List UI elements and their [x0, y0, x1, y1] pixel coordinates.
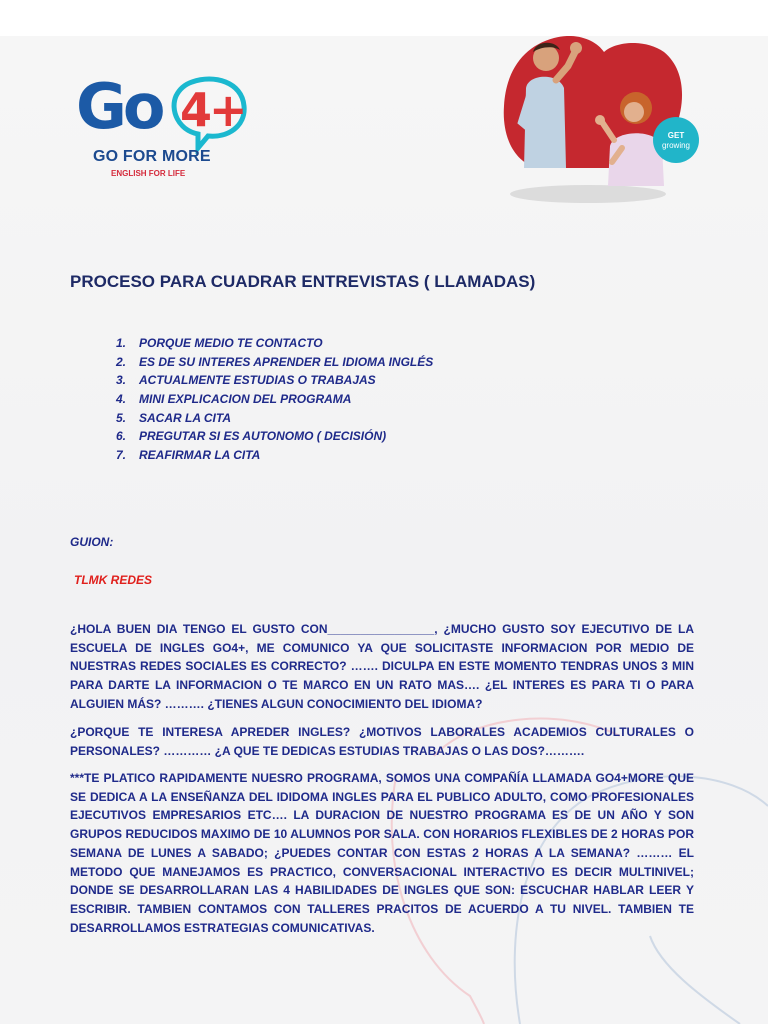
page-title: PROCESO PARA CUADRAR ENTREVISTAS ( LLAMADAS) [70, 272, 536, 291]
list-item: 3. ACTUALMENTE ESTUDIAS O TRABAJAS [116, 373, 376, 388]
badge-text-growing: growing [661, 141, 691, 150]
list-item: 6. PREGUTAR SI ES AUTONOMO ( DECISIÓN) [116, 429, 387, 444]
document-page [0, 36, 768, 1024]
script-paragraph-program: ***TE PLATICO RAPIDAMENTE NUESRO PROGRAMA, SOMOS UNA COMPAÑÍA LLAMADA GO4+MORE QUE SE DEDICA A LA ENSEÑANZA DEL IDIDOMA INGLES PARA EL PUBLICO ADULTO, COMO PROFESIONALES EJECUTIVOS EMPRESARIOS ETC…. LA DURACION DE NUESTRO PROGRAMA ES DE UN AÑO Y SON GRUPOS REDUCIDOS MAXIMO DE 10 ALUMNOS POR SALA. CON HORARIOS FLEXIBLES DE 2 HORAS POR SEMANA DE LUNES A SABADO; ¿PUEDES CONTAR CON ESTAS 2 HORAS A LA SEMANA? ……… EL METODO QUE MANEJAMOS ES PRACTICO, CONVERSACIONAL INTERACTIVO ES DECIR MULTINIVEL; DONDE SE DESARROLLARAN LAS 4 HABILIDADES DE INGLES QUE SON: ESCUCHAR HABLAR LEER Y ESCRIBIR. TAMBIEN CONTAMOS CON TALLERES PRACITOS DE ACUERDO A TU NIVEL. TAMBIEN TE DESARROLLAMOS ESTRATEGIAS COMUNICATIVAS. [70, 771, 694, 935]
hero-shadow [510, 185, 666, 203]
tlmk-redes-label: TLMK REDES [74, 573, 152, 587]
logo-tagline: GO FOR MORE [93, 148, 211, 165]
list-item: 5. SACAR LA CITA [116, 410, 231, 425]
list-item: 4. MINI EXPLICACION DEL PROGRAMA [116, 392, 352, 407]
hero-heart-photo [496, 36, 706, 216]
go4plus-logo [76, 70, 251, 184]
script-paragraph-greeting: ¿HOLA BUEN DIA TENGO EL GUSTO CON________________, ¿MUCHO GUSTO SOY EJECUTIVO DE LA ESCUELA DE INGLES GO4+, ME COMUNICO YA QUE SOLICITASTE INFORMACION POR MEDIO DE NUESTRAS REDES SOCIALES ES CORRECTO? ……. DICULPA EN ESTE MOMENTO TENDRAS UNOS 3 MIN PARA DARTE LA INFORMACION O TE MARCO EN UN RATO MAS…. ¿EL INTERES ES PARA TI O PARA ALGUIEN MÁS? ………. ¿TIENES ALGUN CONOCIMIENTO DEL IDIOMA? [70, 622, 694, 711]
top-margin [0, 0, 768, 36]
list-item: 1. PORQUE MEDIO TE CONTACTO [116, 336, 323, 350]
badge-text-get: GET [667, 131, 685, 140]
list-item: 7. REAFIRMAR LA CITA [116, 448, 261, 463]
script-paragraph-motives: ¿PORQUE TE INTERESA APREDER INGLES? ¿MOTIVOS LABORALES ACADEMIOS CULTURALES O PERSONALES? ………… ¿A QUE TE DEDICAS ESTUDIAS TRABAJAS O LAS DOS?………. [70, 725, 694, 758]
logo-number: 4+ [180, 83, 245, 137]
process-steps-list [116, 334, 433, 465]
list-item: 2. ES DE SU INTERES APRENDER EL IDIOMA INGLÉS [116, 354, 434, 369]
logo-wordmark: Go [76, 70, 162, 143]
get-growing-badge [653, 117, 699, 163]
guion-label: GUION: [70, 535, 114, 549]
logo-speech-bubble-icon [162, 74, 252, 154]
logo-subtagline: ENGLISH FOR LIFE [111, 169, 186, 178]
